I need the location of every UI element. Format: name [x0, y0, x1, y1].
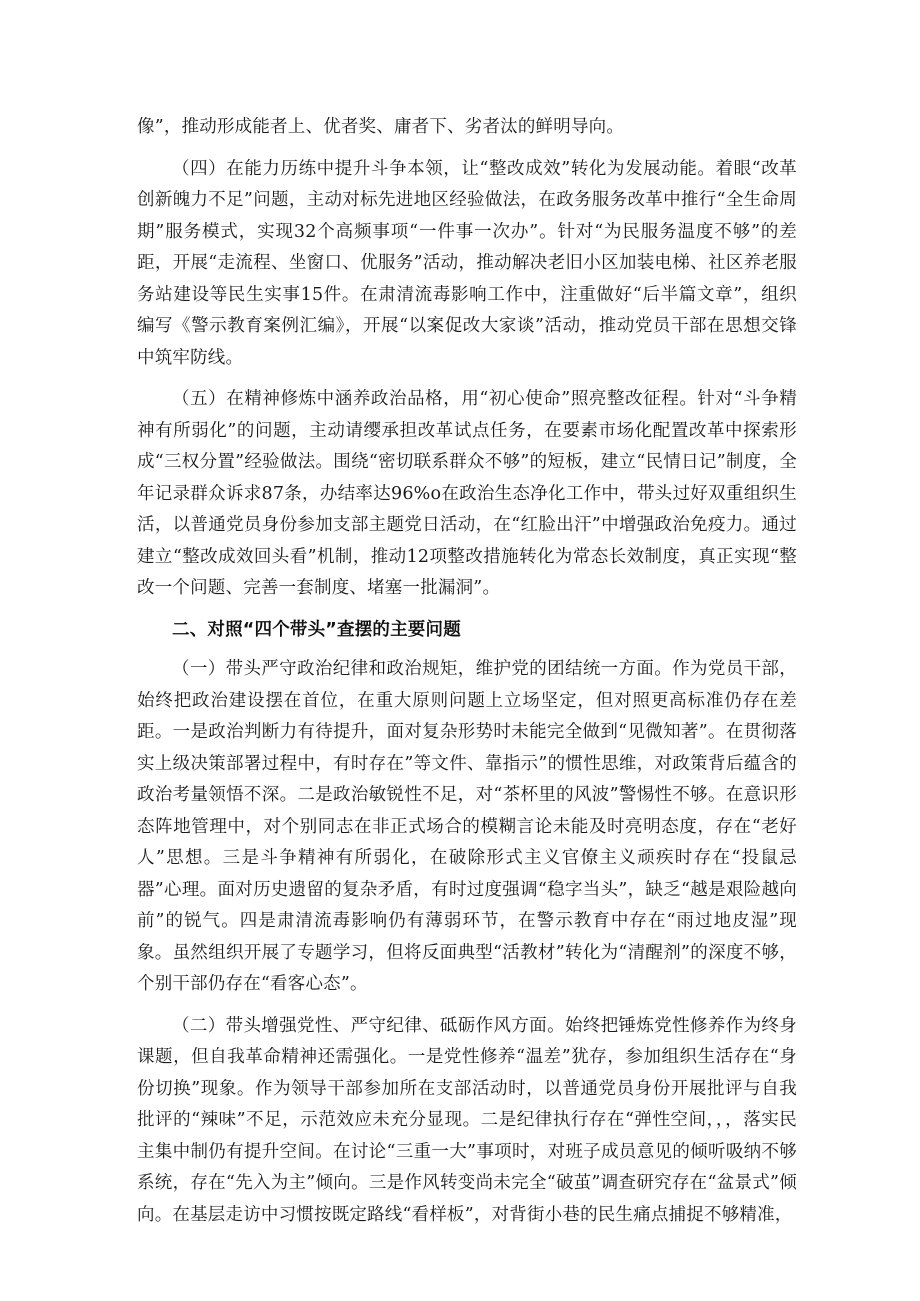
paragraph-section-item-2: （二）带头增强党性、严守纪律、砥砺作风方面。始终把锤炼党性修养作为终身课题，但自我革命精神还需强化。一是党性修养“温差”犹存，参加组织生活存在“身份切换”现象。作为领导干部参加所在支部活动时，以普通党员身份开展批评与自我批评的“辣味”不足，示范效应未充分显现。二是纪律执行存在“弹性空间，，，落实民主集中制仍有提升空间。在讨论“三重一大”事项时，对班子成员意见的倾听吸纳不够系统，存在“先入为主”倾向。三是作风转变尚未完全“破茧”调查研究存在“盆景式”倾向。在基层走访中习惯按既定路线“看样板”，对背街小巷的民生痛点捕捉不够精准，	[137, 1015, 797, 1225]
paragraph-section-item-1: （一）带头严守政治纪律和政治规矩，维护党的团结统一方面。作为党员干部，始终把政治建设摆在首位，在重大原则问题上立场坚定，但对照更高标准仍存在差距。一是政治判断力有待提升，面对复杂形势时未能完全做到“见微知著”。在贯彻落实上级决策部署过程中，有时存在”等文件、靠指示”的惯性思维，对政策背后蕴含的政治考量领悟不深。二是政治敏锐性不足，对“茶杯里的风波”警惕性不够。在意识形态阵地管理中，对个别同志在非正式场合的模糊言论未能及时亮明态度，存在“老好人”思想。三是斗争精神有所弱化，在破除形式主义官僚主义顽疾时存在“投鼠忌器”心理。面对历史遗留的复杂矛盾，有时过度强调“稳字当头”，缺乏“越是艰险越向前”的锐气。四是肃清流毒影响仍有薄弱环节，在警示教育中存在“雨过地皮湿”现象。虽然组织开展了专题学习，但将反面典型“活教材”转化为“清醒剂”的深度不够，个别干部仍存在“看客心态”。	[137, 659, 797, 994]
paragraph-item-4: （四）在能力历练中提升斗争本领，让“整改成效”转化为发展动能。着眼“改革创新魄力不足”问题，主动对标先进地区经验做法，在政务服务改革中推行“全生命周期”服务模式，实现32个高频事项“一件事一次办”。针对“为民服务温度不够”的差距，开展“走流程、坐窗口、优服务”活动，推动解决老旧小区加装电梯、社区养老服务站建设等民生实事15件。在肃清流毒影响工作中，注重做好“后半篇文章”，组织编写《警示教育案例汇编》，开展“以案促改大家谈”活动，推动党员干部在思想交锋中筑牢防线。	[137, 158, 797, 368]
paragraph-continued: 像”，推动形成能者上、优者奖、庸者下、劣者汰的鲜明导向。	[137, 117, 625, 137]
document-body	[137, 112, 797, 1241]
paragraph-item-5: （五）在精神修炼中涵养政治品格，用“初心使命”照亮整改征程。针对“斗争精神有所弱化”的问题，主动请缨承担改革试点任务，在要素市场化配置改革中探索形成“三权分置”经验做法。围绕“密切联系群众不够”的短板，建立“民情日记”制度，全年记录群众诉求87条，办结率达96%o在政治生态净化工作中，带头过好双重组织生活，以普通党员身份参加支部主题党日活动，在“红脸出汗”中增强政治免疫力。通过建立“整改成效回头看”机制，推动12项整改措施转化为常态长效制度，真正实现“整改一个问题、完善一套制度、堵塞一批漏洞”。	[137, 389, 797, 598]
section-heading: 二、对照“四个带头”查摆的主要问题	[172, 619, 461, 640]
